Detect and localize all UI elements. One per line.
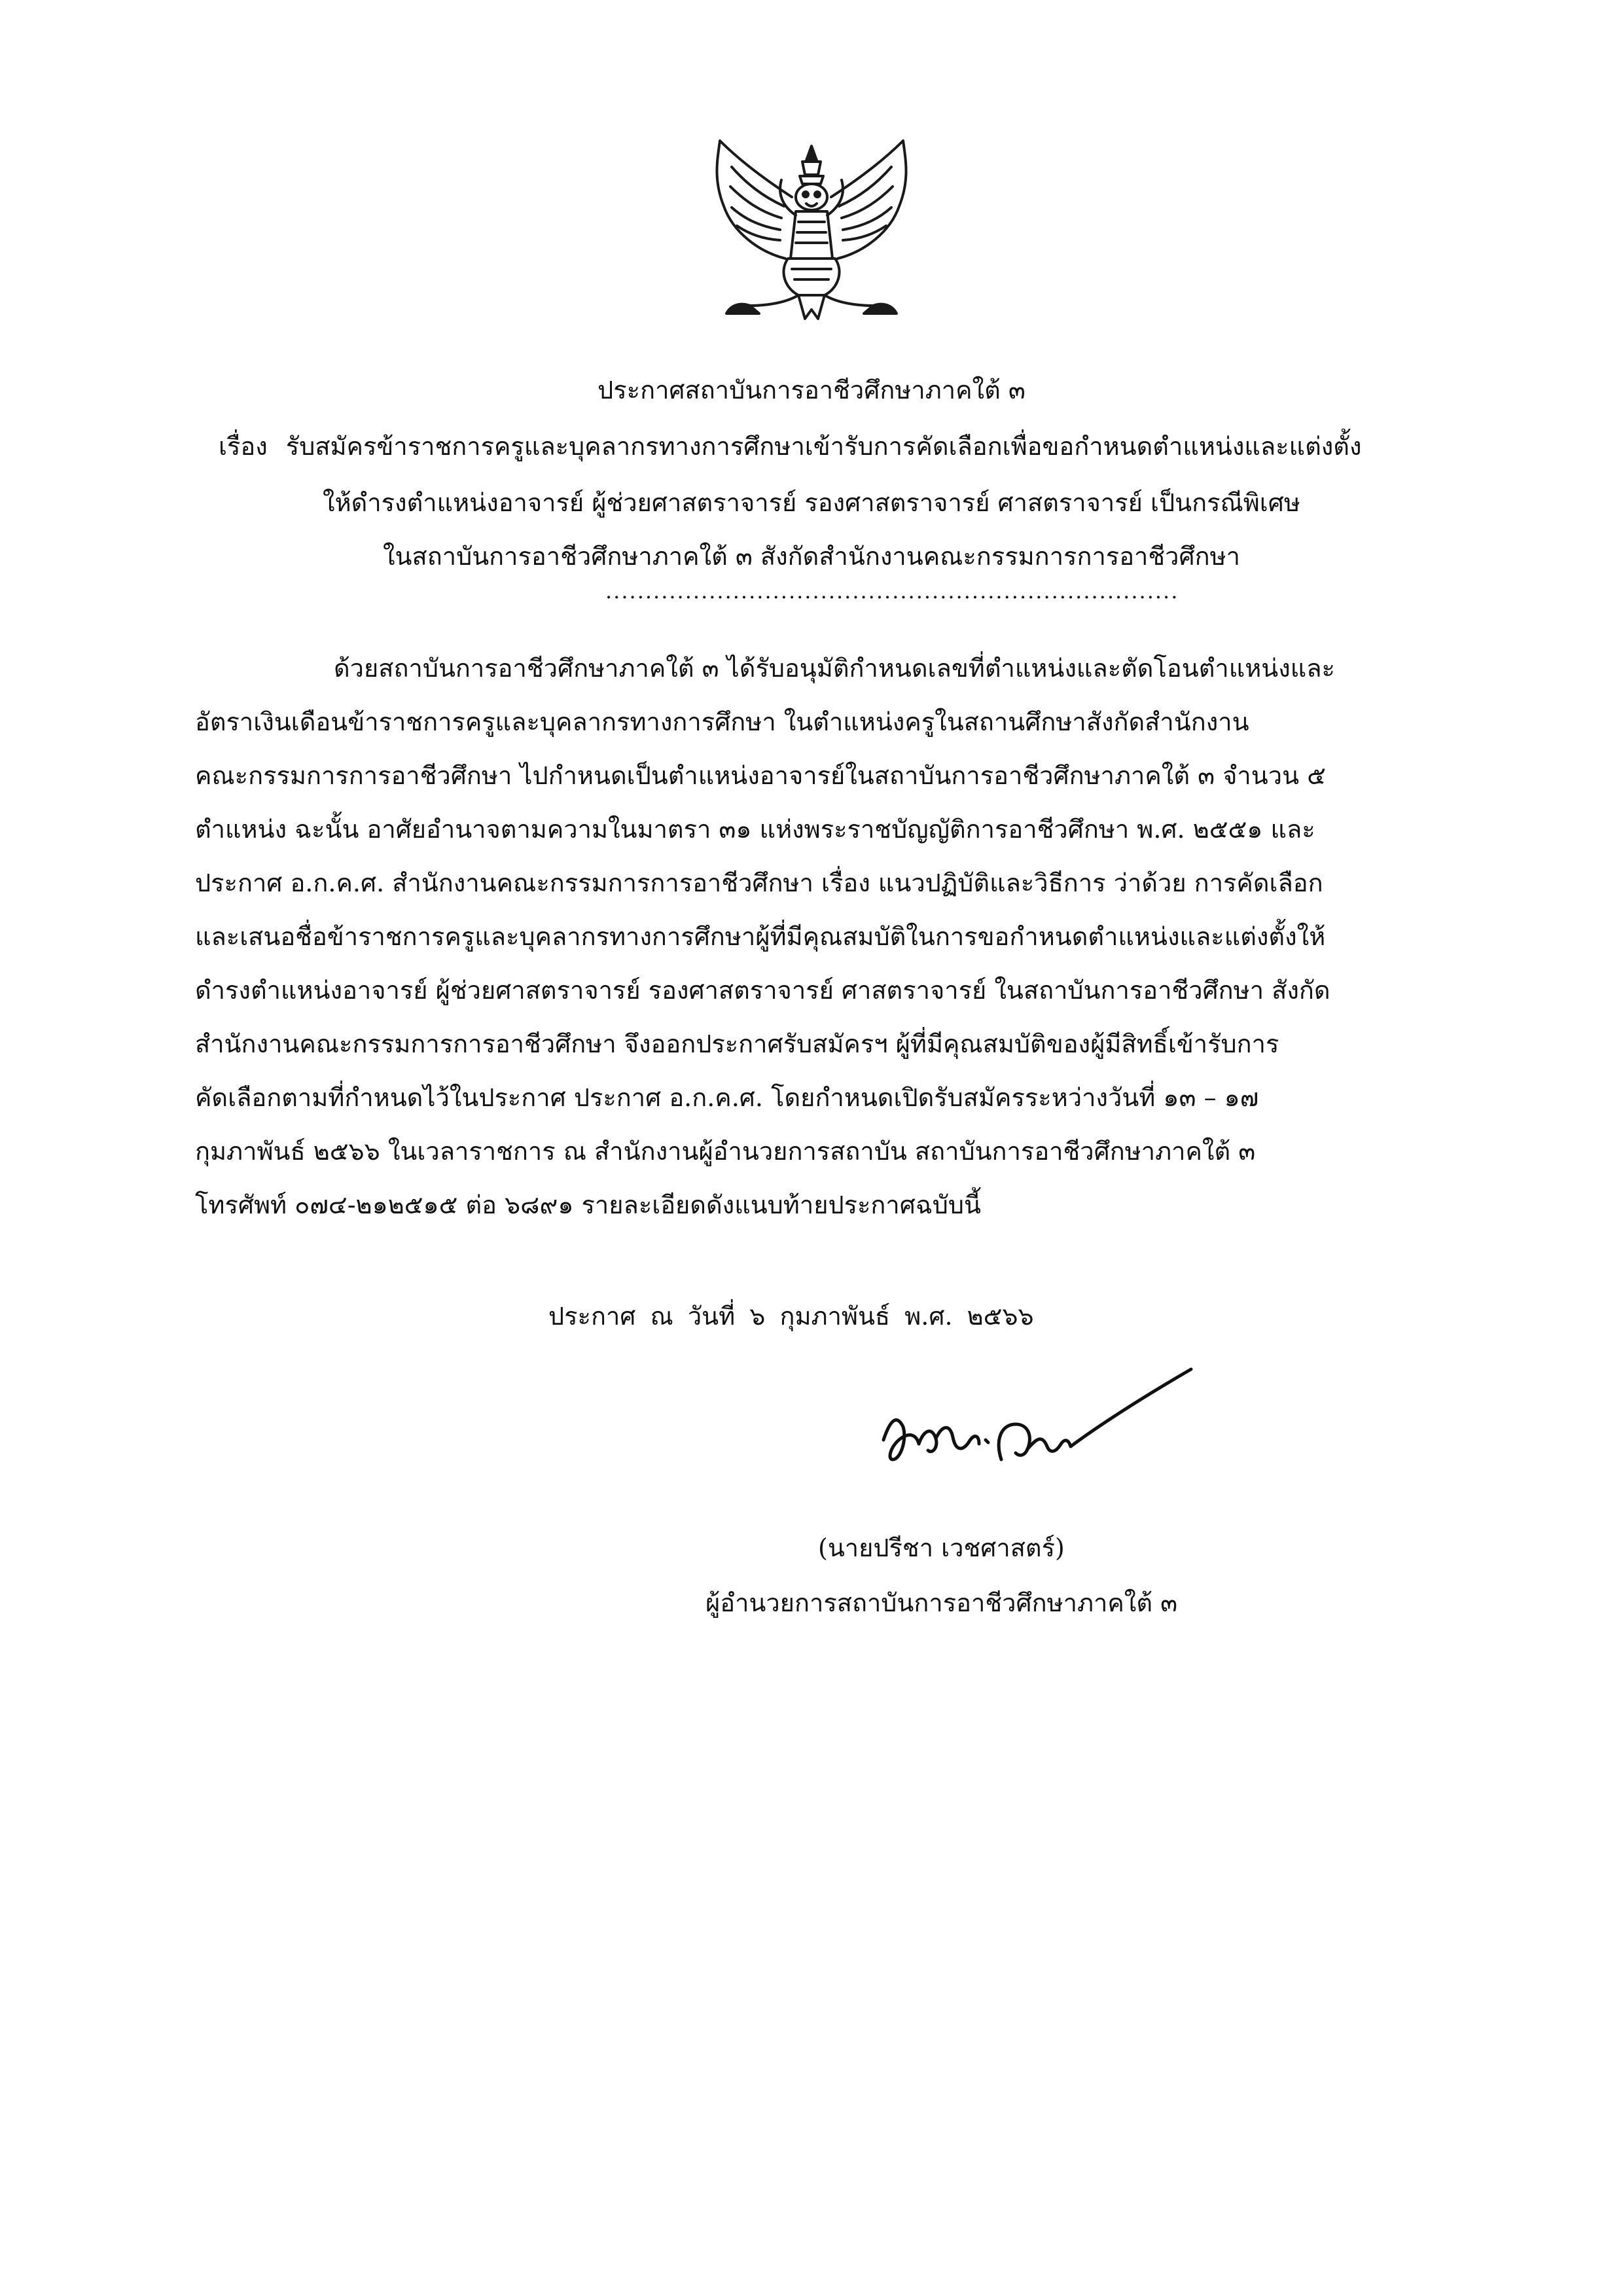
body-line: ดำรงตำแหน่งอาจารย์ ผู้ช่วยศาสตราจารย์ รองศาสตราจารย์ ศาสตราจารย์ ในสถาบันการอาชีวศึกษา สังกัด xyxy=(195,976,1330,1005)
body-line: และเสนอชื่อข้าราชการครูและบุคลากรทางการศึกษาผู้ที่มีคุณสมบัติในการขอกำหนดตำแหน่งและแต่งตั้งให้ xyxy=(195,922,1326,951)
body-line: กุมภาพันธ์ ๒๕๖๖ ในเวลาราชการ ณ สำนักงานผู้อำนวยการสถาบัน สถาบันการอาชีวศึกษาภาคใต้ ๓ xyxy=(195,1137,1256,1166)
subject-label: เรื่อง xyxy=(219,432,268,461)
separator-dots: ........................................................................ xyxy=(605,579,1179,603)
signer-name: (นายปรีชา เวชศาสตร์) xyxy=(818,1534,1065,1562)
body-line: ด้วยสถาบันการอาชีวศึกษาภาคใต้ ๓ ได้รับอนุมัติกำหนดเลขที่ตำแหน่งและตัดโอนตำแหน่งและ xyxy=(334,654,1335,683)
announcement-date: ประกาศ ณ วันที่ ๖ กุมภาพันธ์ พ.ศ. ๒๕๖๖ xyxy=(548,1302,1034,1331)
signer-position: ผู้อำนวยการสถาบันการอาชีวศึกษาภาคใต้ ๓ xyxy=(705,1588,1178,1617)
subject-line-3: ในสถาบันการอาชีวศึกษาภาคใต้ ๓ สังกัดสำนักงานคณะกรรมการการอาชีวศึกษา xyxy=(383,542,1240,571)
garuda-emblem-icon xyxy=(694,134,929,331)
body-line: โทรศัพท์ ๐๗๔-๒๑๒๕๑๕ ต่อ ๖๘๙๑ รายละเอียดดังแนบท้ายประกาศฉบับนี้ xyxy=(195,1191,981,1219)
subject-line-2: ให้ดำรงตำแหน่งอาจารย์ ผู้ช่วยศาสตราจารย์ รองศาสตราจารย์ ศาสตราจารย์ เป็นกรณีพิเศษ xyxy=(323,488,1300,517)
body-line: คณะกรรมการการอาชีวศึกษา ไปกำหนดเป็นตำแหน่งอาจารย์ในสถาบันการอาชีวศึกษาภาคใต้ ๓ จำนวน ๕ xyxy=(195,761,1326,790)
subject-line-1 xyxy=(219,431,1423,463)
body-line: อัตราเงินเดือนข้าราชการครูและบุคลากรทางการศึกษา ในตำแหน่งครูในสถานศึกษาสังกัดสำนักงาน xyxy=(195,708,1249,736)
handwritten-signature xyxy=(864,1361,1204,1492)
body-line: ตำแหน่ง ฉะนั้น อาศัยอำนาจตามความในมาตรา ๓๑ แห่งพระราชบัญญัติการอาชีวศึกษา พ.ศ. ๒๕๕๑ และ xyxy=(195,815,1315,844)
subject-text-1: รับสมัครข้าราชการครูและบุคลากรทางการศึกษาเข้ารับการคัดเลือกเพื่อขอกำหนดตำแหน่งและแต่งตั้ง xyxy=(285,432,1362,461)
body-line: คัดเลือกตามที่กำหนดไว้ในประกาศ ประกาศ อ.ก.ค.ศ. โดยกำหนดเปิดรับสมัครระหว่างวันที่ ๑๓ – ๑๗ xyxy=(195,1083,1259,1112)
body-line: ประกาศ อ.ก.ค.ศ. สำนักงานคณะกรรมการการอาชีวศึกษา เรื่อง แนวปฏิบัติและวิธีการ ว่าด้วย การคัดเลือก xyxy=(195,869,1323,897)
body-paragraph xyxy=(195,641,1427,1232)
body-line: สำนักงานคณะกรรมการการอาชีวศึกษา จึงออกประกาศรับสมัครฯ ผู้ที่มีคุณสมบัติของผู้มีสิทธิ์เข้ารับการ xyxy=(195,1030,1279,1058)
announcement-title: ประกาศสถาบันการอาชีวศึกษาภาคใต้ ๓ xyxy=(597,376,1026,404)
